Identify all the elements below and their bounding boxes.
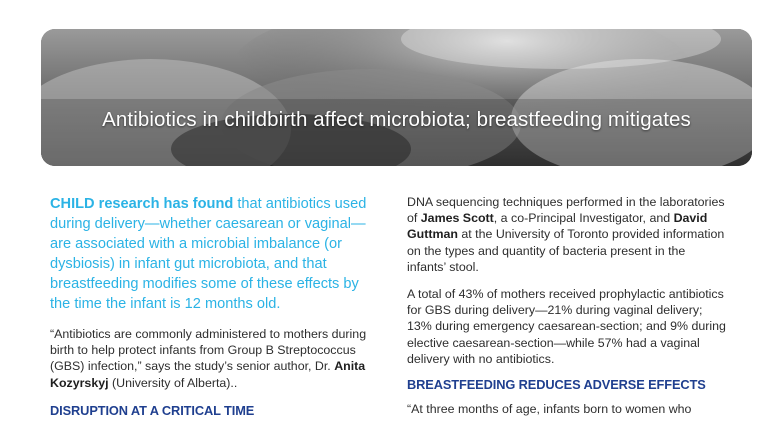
section-heading-disruption: DISRUPTION AT A CRITICAL TIME — [50, 402, 255, 418]
quote-paragraph — [50, 326, 380, 391]
quote-affiliation: (University of Alberta).. — [108, 375, 238, 390]
quote-start-paragraph: “At three months of age, infants born to women who — [407, 402, 692, 417]
researcher-name-scott: James Scott — [420, 211, 494, 226]
hero-title: Antibiotics in childbirth affect microbiota; breastfeeding mitigates — [102, 108, 691, 131]
quote-text: “Antibiotics are commonly administered to mothers during birth to help protect infants from Group B Streptococcus (GBS) infection,” says the study’s senior author, Dr. — [50, 327, 367, 374]
p1-part-b: , a co-Principal Investigator, and — [493, 211, 674, 226]
dna-paragraph — [407, 194, 727, 275]
lead-rest: that antibiotics used during delivery—whether caesarean or vaginal—are associated with a microbial imbalance (or dysbiosis) in infant gut microbiota, and that breastfeeding modifies some of these effects by the time the infant is 12 months old. — [50, 196, 367, 312]
lead-bold: CHILD research has found — [50, 196, 234, 212]
hero-banner — [41, 29, 752, 166]
section-heading-breastfeeding: BREASTFEEDING REDUCES ADVERSE EFFECTS — [407, 377, 706, 393]
lead-paragraph — [50, 194, 380, 314]
right-column — [407, 194, 727, 417]
p1-part-c: at the University of Toronto provided information on the types and quantity of bacteria present in the infants’ stool. — [407, 227, 725, 274]
statistics-paragraph: A total of 43% of mothers received prophylactic antibiotics for GBS during delivery—21% during vaginal delivery; 13% during emergency caesarean-section; and 9% during elective caesarean-section—while 57% had a vaginal delivery with no antibiotics. — [407, 287, 726, 366]
researcher-name-guttman: David Guttman — [407, 211, 708, 242]
newborn-photo — [41, 29, 752, 166]
p1-part-a: DNA sequencing techniques performed in the laboratories of — [407, 195, 725, 226]
quote-author: Anita Kozyrskyj — [50, 359, 366, 390]
left-column — [50, 194, 380, 418]
